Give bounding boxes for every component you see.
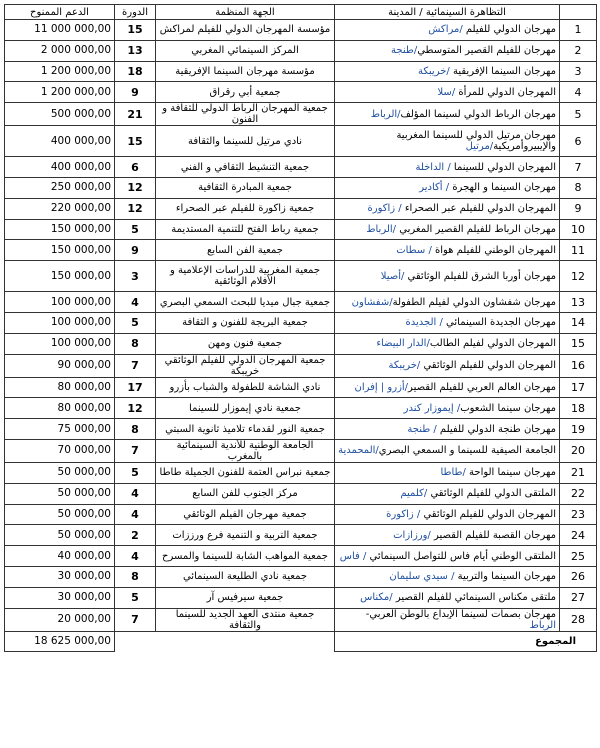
session-cell: 5: [115, 219, 156, 240]
total-spacer: [115, 631, 156, 652]
amount-cell: 100 000,00: [5, 333, 115, 354]
organizer-cell: المركز السينمائي المغربي: [156, 40, 335, 61]
table-row: [5, 439, 597, 462]
amount-cell: 150 000,00: [5, 219, 115, 240]
festival-cell: [335, 177, 560, 198]
festival-city: /مرتيل: [465, 141, 494, 153]
session-cell: 8: [115, 419, 156, 440]
session-cell: 13: [115, 40, 156, 61]
row-number: 22: [560, 483, 597, 504]
organizer-cell: جمعية نبراس العتمة للفنون الجميلة طاطا: [156, 462, 335, 483]
festival-name: الجامعة الصيفية للسينما و السمعي البصري: [378, 445, 556, 457]
organizer-cell: الجامعة الوطنية للأندية السينمائية بالمغرب: [156, 439, 335, 462]
organizer-cell: مركز الجنوب للفن السابع: [156, 483, 335, 504]
festival-cell: [335, 354, 560, 377]
festival-cell: [335, 312, 560, 333]
festival-city: الرباط: [529, 619, 556, 631]
festival-city: /أزرو | إفران: [354, 381, 409, 393]
row-number: 14: [560, 312, 597, 333]
festival-city: /المحمدية: [338, 445, 379, 457]
session-cell: 8: [115, 566, 156, 587]
table-row: [5, 198, 597, 219]
session-cell: 18: [115, 61, 156, 82]
organizer-cell: نادي مرتيل للسينما والثقافة: [156, 126, 335, 157]
festival-cell: [335, 462, 560, 483]
festival-cell: [335, 333, 560, 354]
amount-cell: 1 200 000,00: [5, 61, 115, 82]
amount-cell: 70 000,00: [5, 439, 115, 462]
festival-cell: [335, 419, 560, 440]
session-cell: 6: [115, 157, 156, 178]
table-row: [5, 504, 597, 525]
row-number: 11: [560, 240, 597, 261]
amount-cell: 11 000 000,00: [5, 20, 115, 41]
festival-name: المهرجان الدولي للفيلم الوثائقي: [420, 360, 556, 372]
row-number: 12: [560, 261, 597, 292]
table-row: [5, 157, 597, 178]
festival-city: / إيموزار كندر: [403, 402, 461, 414]
festival-city: /الرباط: [366, 223, 397, 235]
row-number: 17: [560, 377, 597, 398]
festival-cell: [335, 608, 560, 631]
festival-name: مهرجان بصمات لسينما الإبداع بالوطن العربي-: [365, 608, 556, 620]
table-row: [5, 312, 597, 333]
organizer-cell: جمعية فنون ومهن: [156, 333, 335, 354]
table-body: [5, 20, 597, 632]
festival-city: /طاطا: [440, 467, 466, 479]
organizer-cell: جمعية زاكورة للفيلم عبر الصحراء: [156, 198, 335, 219]
festival-name: مهرجان سينما الشعوب: [460, 402, 556, 414]
amount-cell: 30 000,00: [5, 566, 115, 587]
festival-city: / سيدي سليمان: [389, 571, 455, 583]
session-cell: 21: [115, 103, 156, 126]
organizer-cell: جمعية سيرفيس آر: [156, 587, 335, 608]
table-row: [5, 525, 597, 546]
festival-city: /الرباط: [370, 108, 401, 120]
organizer-cell: جمعية أبي رقراق: [156, 82, 335, 103]
amount-cell: 90 000,00: [5, 354, 115, 377]
total-label: المجموع: [335, 631, 597, 652]
amount-cell: 400 000,00: [5, 126, 115, 157]
amount-cell: 400 000,00: [5, 157, 115, 178]
festival-cell: [335, 82, 560, 103]
festival-name: المهرجان الوطني للفيلم هواة: [431, 244, 556, 256]
row-number: 8: [560, 177, 597, 198]
table-row: [5, 219, 597, 240]
organizer-cell: نادي الشاشة للطفولة والشباب بأزرو: [156, 377, 335, 398]
festival-name: مهرجان شفشاون الدولي لفيلم الطفولة: [392, 296, 556, 308]
amount-cell: 80 000,00: [5, 377, 115, 398]
festival-city: / زاكورة: [386, 508, 421, 520]
amount-cell: 220 000,00: [5, 198, 115, 219]
session-cell: 4: [115, 292, 156, 313]
session-cell: 4: [115, 483, 156, 504]
festival-name: مهرجان سينما الواحة: [465, 467, 556, 479]
session-cell: 4: [115, 504, 156, 525]
row-number: 23: [560, 504, 597, 525]
organizer-cell: جمعية المهرجان الرباط الدولي للثقافة و الفنون: [156, 103, 335, 126]
festival-name: مهرجان الدولي للفيلم: [462, 24, 556, 36]
row-number: 2: [560, 40, 597, 61]
organizer-cell: مؤسسة مهرجان السينما الإفريقية: [156, 61, 335, 82]
header-festival: التظاهرة السينمائية / المدينة: [335, 5, 560, 20]
table-row: [5, 177, 597, 198]
festival-city: / الداخلة: [415, 161, 451, 173]
table-row: [5, 354, 597, 377]
table-row: [5, 566, 597, 587]
festival-name: مهرجان للفيلم القصير المتوسطي: [417, 45, 556, 57]
organizer-cell: جمعية مهرجان الفيلم الوثائقي: [156, 504, 335, 525]
festival-city: / طنجة: [407, 423, 437, 435]
table-row: [5, 103, 597, 126]
organizer-cell: جمعية منتدى العهد الجديد للسينما والثقافة: [156, 608, 335, 631]
festival-name: المهرجان الدولي للمرأة: [455, 86, 556, 98]
session-cell: 4: [115, 546, 156, 567]
amount-cell: 2 000 000,00: [5, 40, 115, 61]
festival-city: / الجديدة: [405, 317, 443, 329]
table-row: [5, 40, 597, 61]
festival-cell: [335, 103, 560, 126]
organizer-cell: جمعية نادي الطليعة السينمائي: [156, 566, 335, 587]
session-cell: 15: [115, 20, 156, 41]
festival-city: /أصيلا: [380, 270, 405, 282]
festival-cell: [335, 240, 560, 261]
row-number: 13: [560, 292, 597, 313]
table-row: [5, 587, 597, 608]
festival-name: المهرجان الدولي للفيلم عبر الصحراء: [401, 203, 556, 215]
totals-row: [5, 631, 597, 652]
row-number: 3: [560, 61, 597, 82]
festival-city: /مراكش: [428, 24, 463, 36]
amount-cell: 250 000,00: [5, 177, 115, 198]
amount-cell: 50 000,00: [5, 525, 115, 546]
festival-city: /خريبكة: [388, 360, 421, 372]
session-cell: 7: [115, 439, 156, 462]
table-row: [5, 483, 597, 504]
festival-name: المهرجان الدولي للسينما: [450, 161, 556, 173]
festival-cell: [335, 219, 560, 240]
session-cell: 7: [115, 354, 156, 377]
amount-cell: 50 000,00: [5, 504, 115, 525]
festival-name: مهرجان مرتيل الدولي للسينما المغربية والإيبيروأمريكية: [396, 130, 556, 153]
row-number: 1: [560, 20, 597, 41]
row-number: 10: [560, 219, 597, 240]
festival-name: مهرجان السينما الإفريقية: [449, 65, 556, 77]
festival-name: مهرجان القصبة للفيلم القصير: [430, 529, 556, 541]
festival-name: مهرجان السينما والتربية: [454, 571, 556, 583]
session-cell: 15: [115, 126, 156, 157]
row-number: 26: [560, 566, 597, 587]
amount-cell: 1 200 000,00: [5, 82, 115, 103]
table-row: [5, 61, 597, 82]
row-number: 19: [560, 419, 597, 440]
table-row: [5, 261, 597, 292]
festival-cell: [335, 439, 560, 462]
row-number: 6: [560, 126, 597, 157]
festival-cell: [335, 292, 560, 313]
row-number: 4: [560, 82, 597, 103]
table-row: [5, 20, 597, 41]
session-cell: 3: [115, 261, 156, 292]
session-cell: 12: [115, 398, 156, 419]
festival-name: مهرجان السينما و الهجرة: [449, 182, 556, 194]
amount-cell: 150 000,00: [5, 240, 115, 261]
table-row: [5, 462, 597, 483]
festival-cell: [335, 126, 560, 157]
table-row: [5, 126, 597, 157]
row-number: 21: [560, 462, 597, 483]
amount-cell: 75 000,00: [5, 419, 115, 440]
header-amount: الدعم الممنوح: [5, 5, 115, 20]
festival-cell: [335, 377, 560, 398]
session-cell: 9: [115, 82, 156, 103]
row-number: 9: [560, 198, 597, 219]
festival-cell: [335, 483, 560, 504]
amount-cell: 100 000,00: [5, 292, 115, 313]
totals-section: [5, 631, 597, 652]
festival-name: مهرجان الرباط للفيلم القصير المغربي: [396, 223, 556, 235]
festival-cell: [335, 587, 560, 608]
amount-cell: 20 000,00: [5, 608, 115, 631]
festival-cell: [335, 525, 560, 546]
table-row: [5, 377, 597, 398]
session-cell: 12: [115, 198, 156, 219]
amount-cell: 40 000,00: [5, 546, 115, 567]
session-cell: 17: [115, 377, 156, 398]
amount-cell: 500 000,00: [5, 103, 115, 126]
organizer-cell: جمعية البريجة للفنون و الثقافة: [156, 312, 335, 333]
organizer-cell: جمعية التربية و التنمية فرع ورززات: [156, 525, 335, 546]
festival-name: مهرجان طنجة الدولي للفيلم: [436, 423, 556, 435]
festival-city: /الدار البيضاء: [376, 338, 430, 350]
organizer-cell: جمعية النور لقدماء تلاميذ ثانوية السبتي: [156, 419, 335, 440]
organizer-cell: جمعية نادي إيموزار للسينما: [156, 398, 335, 419]
festival-name: المهرجان الدولي لفيلم الطالب: [429, 338, 556, 350]
festival-city: / سطات: [396, 244, 432, 256]
grants-table: [4, 4, 597, 652]
table-row: [5, 82, 597, 103]
amount-cell: 80 000,00: [5, 398, 115, 419]
header-number: [560, 5, 597, 20]
row-number: 15: [560, 333, 597, 354]
festival-city: /خريبكة: [418, 65, 450, 77]
header-session: الدورة: [115, 5, 156, 20]
amount-cell: 50 000,00: [5, 483, 115, 504]
festival-name: مهرجان العالم العربي للفيلم القصير: [408, 381, 556, 393]
festival-cell: [335, 546, 560, 567]
festival-cell: [335, 261, 560, 292]
row-number: 20: [560, 439, 597, 462]
festival-cell: [335, 198, 560, 219]
organizer-cell: جمعية الفن السابع: [156, 240, 335, 261]
festival-city: /كلميم: [400, 488, 428, 500]
organizer-cell: جمعية جبال ميديا للبحث السمعي البصري: [156, 292, 335, 313]
table-row: [5, 333, 597, 354]
row-number: 25: [560, 546, 597, 567]
session-cell: 5: [115, 587, 156, 608]
session-cell: 5: [115, 312, 156, 333]
session-cell: 9: [115, 240, 156, 261]
session-cell: 12: [115, 177, 156, 198]
table-row: [5, 240, 597, 261]
festival-city: / فاس: [339, 550, 367, 562]
header-row: [5, 5, 597, 20]
organizer-cell: مؤسسة المهرجان الدولي للفيلم لمراكش: [156, 20, 335, 41]
festival-city: /سلا: [437, 86, 456, 98]
organizer-cell: جمعية التنشيط الثقافي و الفني: [156, 157, 335, 178]
festival-city: /مكناس: [360, 592, 393, 604]
row-number: 5: [560, 103, 597, 126]
table-row: [5, 546, 597, 567]
table-row: [5, 608, 597, 631]
table-row: [5, 292, 597, 313]
festival-cell: [335, 20, 560, 41]
amount-cell: 150 000,00: [5, 261, 115, 292]
festival-cell: [335, 566, 560, 587]
festival-city: /ورزازات: [393, 529, 431, 541]
amount-cell: 30 000,00: [5, 587, 115, 608]
total-spacer: [156, 631, 335, 652]
festival-name: الملتقى الوطني أيام فاس للتواصل السينمائي: [366, 550, 556, 562]
session-cell: 2: [115, 525, 156, 546]
festival-name: ملتقى مكناس السينمائي للفيلم القصير: [392, 592, 556, 604]
festival-cell: [335, 398, 560, 419]
session-cell: 7: [115, 608, 156, 631]
festival-cell: [335, 40, 560, 61]
festival-cell: [335, 504, 560, 525]
festival-city: /شفشاون: [351, 296, 393, 308]
organizer-cell: جمعية المهرجان الدولي للفيلم الوثائقي خريبكة: [156, 354, 335, 377]
festival-city: / زاكورة: [367, 203, 402, 215]
festival-cell: [335, 61, 560, 82]
row-number: 7: [560, 157, 597, 178]
festival-name: مهرجان الجديدة السينمائي: [442, 317, 556, 329]
row-number: 18: [560, 398, 597, 419]
amount-cell: 100 000,00: [5, 312, 115, 333]
session-cell: 5: [115, 462, 156, 483]
festival-city: / أكادير: [419, 182, 450, 194]
row-number: 27: [560, 587, 597, 608]
festival-name: مهرجان أوربا الشرق للفيلم الوثائقي: [404, 270, 556, 282]
row-number: 16: [560, 354, 597, 377]
festival-name: الملتقى الدولي للفيلم الوثائقي: [427, 488, 556, 500]
row-number: 28: [560, 608, 597, 631]
amount-cell: 50 000,00: [5, 462, 115, 483]
session-cell: 8: [115, 333, 156, 354]
organizer-cell: جمعية المواهب الشابة للسينما والمسرح: [156, 546, 335, 567]
festival-name: مهرجان الرباط الدولي لسينما المؤلف: [400, 108, 556, 120]
table-row: [5, 419, 597, 440]
row-number: 24: [560, 525, 597, 546]
festival-name: المهرجان الدولي للفيلم الوثائقي: [420, 508, 556, 520]
festival-city: /طنجة: [391, 45, 418, 57]
header-organizer: الجهة المنظمة: [156, 5, 335, 20]
organizer-cell: جمعية المبادرة الثقافية: [156, 177, 335, 198]
organizer-cell: جمعية رباط الفتح للتنمية المستديمة: [156, 219, 335, 240]
total-amount: 18 625 000,00: [5, 631, 115, 652]
festival-cell: [335, 157, 560, 178]
organizer-cell: جمعية المغربية للدراسات الإعلامية و الأفلام الوثائقية: [156, 261, 335, 292]
table-row: [5, 398, 597, 419]
